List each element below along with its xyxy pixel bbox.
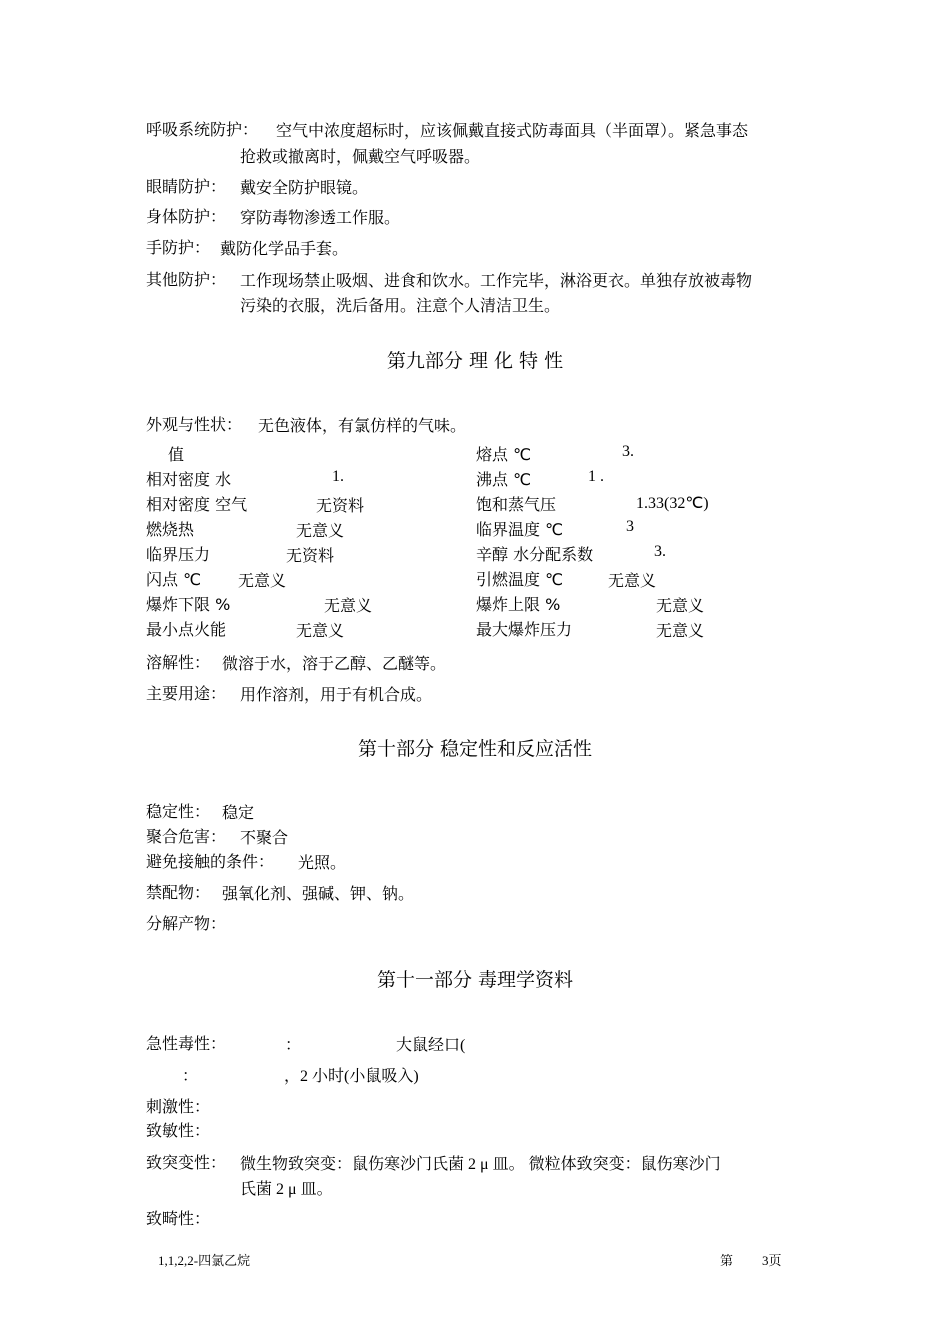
property-value-left: 无意义 (296, 523, 345, 540)
stability-text: 稳定 (222, 805, 255, 822)
property-value-left: 无意义 (324, 598, 373, 615)
hand-protection-text: 戴防化学品手套。 (220, 241, 349, 258)
acute-toxicity-text: 大鼠经口( (396, 1037, 466, 1054)
property-label-right: 临界温度 ℃ (476, 520, 564, 539)
main-use-text: 用作溶剂，用于有机合成。 (240, 687, 433, 704)
body-protection-text: 穿防毒物渗透工作服。 (240, 210, 401, 227)
property-label-right: 饱和蒸气压 (476, 495, 557, 514)
property-label-left: 闪点 ℃ (146, 570, 202, 589)
avoid-conditions-label: 避免接触的条件： (146, 852, 275, 871)
property-label-left: 最小点火能 (146, 620, 227, 639)
property-label-right: 辛醇 水分配系数 (476, 545, 594, 564)
property-value-right: 无意义 (656, 623, 705, 640)
property-value-left: 1. (332, 468, 344, 485)
footer-page-prefix: 第 (720, 1253, 734, 1268)
footer-document-name: 1,1,2,2-四氯乙烷 (158, 1253, 251, 1268)
hand-protection-label: 手防护： (146, 238, 211, 257)
stability-label: 稳定性： (146, 802, 211, 821)
acute-toxicity-label: 急性毒性： (146, 1034, 227, 1053)
main-use-label: 主要用途： (146, 684, 227, 703)
polymerization-text: 不聚合 (240, 830, 289, 847)
teratogenicity-label: 致畸性： (146, 1209, 211, 1228)
eye-protection-label: 眼睛防护： (146, 177, 227, 196)
footer-page-number: 3页 (762, 1253, 782, 1268)
decomposition-label: 分解产物： (146, 914, 227, 933)
property-value-right: 3. (654, 543, 666, 560)
section-9-heading: 第九部分 理 化 特 性 (386, 350, 564, 372)
property-value-left: 无意义 (238, 573, 287, 590)
solubility-text: 微溶于水，溶于乙醇、乙醚等。 (222, 656, 447, 673)
respiratory-protection-text: 空气中浓度超标时，应该佩戴直接式防毒面具（半面罩）。紧急事态 (276, 123, 749, 140)
mutagenicity-text-cont: 氏菌 2 μ 皿。 (240, 1181, 333, 1198)
property-label-right: 沸点 ℃ (476, 470, 532, 489)
avoid-conditions-text: 光照。 (298, 855, 347, 872)
property-label-left: 相对密度 空气 (146, 495, 248, 514)
property-value-right: 1 . (588, 468, 604, 485)
property-label-right: 熔点 ℃ (476, 445, 532, 464)
incompatibles-label: 禁配物： (146, 883, 211, 902)
mutagenicity-text: 微生物致突变：鼠伤寒沙门氏菌 2 μ 皿。 微粒体致突变：鼠伤寒沙门 (240, 1156, 721, 1173)
property-value-left: 无资料 (316, 498, 365, 515)
appearance-text: 无色液体，有氯仿样的气味。 (258, 418, 467, 435)
section-10-heading: 第十部分 稳定性和反应活性 (357, 738, 593, 760)
acute-toxicity-text-2: ，2 小时(小鼠吸入) (284, 1068, 419, 1085)
property-value-right: 无意义 (656, 598, 705, 615)
irritation-label: 刺激性： (146, 1097, 211, 1116)
mutagenicity-label: 致突变性： (146, 1153, 227, 1172)
polymerization-label: 聚合危害： (146, 827, 227, 846)
property-value-right: 3. (622, 443, 634, 460)
respiratory-protection-label: 呼吸系统防护： (146, 120, 259, 139)
respiratory-protection-text-cont: 抢救或撤离时，佩戴空气呼吸器。 (240, 149, 481, 166)
sensitization-label: 致敏性： (146, 1121, 211, 1140)
property-value-left: 无意义 (296, 623, 345, 640)
property-label-left: 爆炸下限 % (146, 595, 231, 614)
other-protection-text-cont: 污染的衣服，洗后备用。注意个人清洁卫生。 (240, 298, 561, 315)
appearance-label: 外观与性状： (146, 415, 243, 434)
property-value-right: 3 (626, 518, 634, 535)
other-protection-text: 工作现场禁止吸烟、进食和饮水。工作完毕，淋浴更衣。单独存放被毒物 (240, 273, 753, 290)
property-label-left: 值 (168, 445, 185, 464)
body-protection-label: 身体防护： (146, 207, 227, 226)
other-protection-label: 其他防护： (146, 270, 227, 289)
property-label-left: 燃烧热 (146, 520, 195, 539)
property-label-left: 相对密度 水 (146, 470, 232, 489)
property-label-right: 爆炸上限 % (476, 595, 561, 614)
property-label-right: 引燃温度 ℃ (476, 570, 564, 589)
property-label-left: 临界压力 (146, 545, 211, 564)
property-label-right: 最大爆炸压力 (476, 620, 573, 639)
section-11-heading: 第十一部分 毒理学资料 (376, 969, 574, 991)
property-value-left: 无资料 (286, 548, 335, 565)
solubility-label: 溶解性： (146, 653, 211, 672)
incompatibles-text: 强氧化剂、强碱、钾、钠。 (222, 886, 415, 903)
acute-toxicity-colon: ： (285, 1037, 302, 1054)
property-value-right: 1.33(32℃) (636, 495, 709, 512)
eye-protection-text: 戴安全防护眼镜。 (240, 180, 369, 197)
acute-toxicity-colon-2: ： (182, 1068, 199, 1085)
property-value-right: 无意义 (608, 573, 657, 590)
